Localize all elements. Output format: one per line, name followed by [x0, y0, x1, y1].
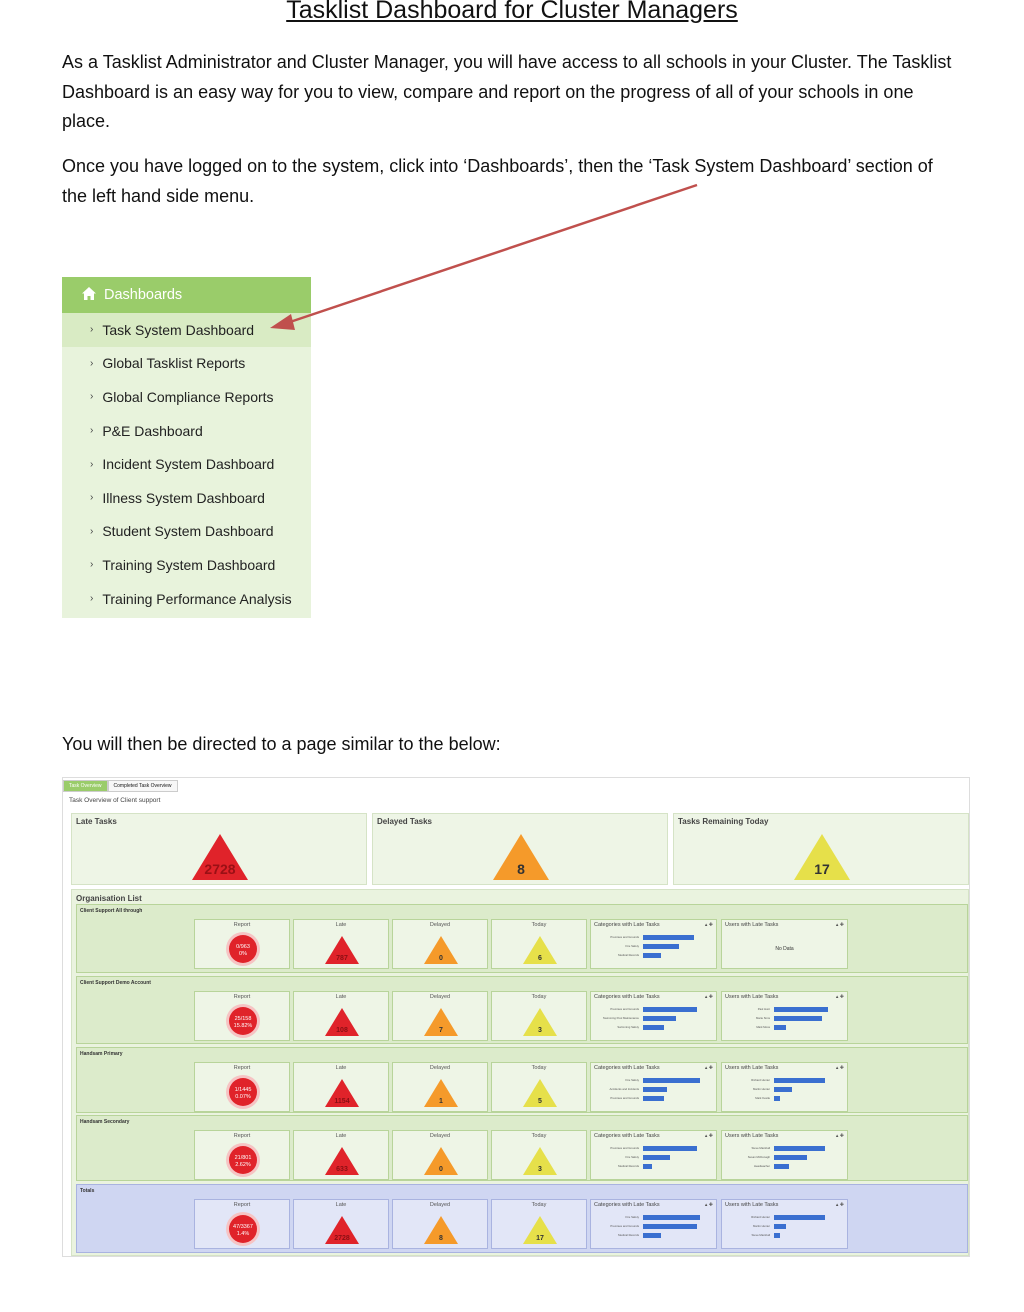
panel-controls-icon[interactable]: ▴ ✚ [835, 1133, 844, 1139]
panel-controls-icon[interactable]: ▴ ✚ [704, 1133, 713, 1139]
report-circle-icon [225, 1003, 261, 1039]
bar [643, 944, 679, 949]
tasks-remaining-card [673, 813, 969, 885]
panel-label: Late [335, 994, 347, 1000]
menu-item-label: Global Tasklist Reports [102, 355, 246, 372]
triangle-panel [392, 991, 488, 1041]
bar-label: Medical Records [618, 953, 639, 957]
bar-label: Headteacher [753, 1164, 770, 1168]
report-percent: 2.62% [235, 1162, 251, 1168]
menu-item-label: Training Performance Analysis [102, 590, 292, 607]
tab-completed-task-overview[interactable]: Completed Task Overview [108, 780, 178, 792]
triangle-value: 7 [439, 1027, 443, 1034]
triangle-icon [522, 1215, 558, 1245]
delayed-tasks-card [372, 813, 668, 885]
triangle-value: 1154 [334, 1098, 350, 1105]
triangle-value: 787 [336, 955, 348, 962]
panel-title: Categories with Late Tasks [594, 1133, 660, 1139]
org-name: Handsam Secondary [80, 1119, 130, 1125]
bar-label: Premises and Grounds [610, 1007, 639, 1011]
triangle-panel [491, 991, 587, 1041]
bar [774, 1224, 786, 1229]
triangle-panel [293, 1199, 389, 1249]
triangle-panel [491, 1062, 587, 1112]
tab-task-overview[interactable]: Task Overview [63, 780, 108, 792]
report-panel [194, 991, 290, 1041]
bar [643, 935, 694, 940]
organisation-list-title: Organisation List [76, 894, 142, 903]
triangle-value: 8 [439, 1235, 443, 1242]
bar [643, 1215, 700, 1220]
bar-label: Richard Hunter [751, 1078, 770, 1082]
panel-label: Report [233, 994, 251, 1000]
report-panel [194, 1199, 290, 1249]
panel-label: Delayed [429, 994, 451, 1000]
triangle-panel [392, 1130, 488, 1180]
panel-controls-icon[interactable]: ▴ ✚ [704, 1202, 713, 1208]
bar-chart-panel [590, 1199, 717, 1249]
panel-title: Users with Late Tasks [725, 922, 779, 928]
bar-label: Steve Marshall [751, 1233, 770, 1237]
panel-controls-icon[interactable]: ▴ ✚ [704, 994, 713, 1000]
menu-item-label: Training System Dashboard [102, 556, 276, 573]
chevron-right-icon: › [90, 324, 94, 336]
menu-item-training-performance-analysis[interactable] [62, 582, 311, 616]
chevron-right-icon: › [90, 357, 94, 369]
panel-label: Report [233, 1065, 251, 1071]
org-name: Client Support All through [80, 908, 143, 914]
bar [774, 1078, 825, 1083]
bar [643, 1096, 664, 1101]
instruction-paragraph: Once you have logged on to the system, click into ‘Dashboards’, then the ‘Task System Dashboard’ section of the left hand side menu. [62, 156, 933, 206]
bar [774, 1146, 825, 1151]
delayed-tasks-triangle [491, 832, 551, 882]
bar-label: Medical Records [618, 1164, 639, 1168]
bar-chart-panel [721, 991, 848, 1041]
intro-paragraph: As a Tasklist Administrator and Cluster Manager, you will have access to all schools in your Cluster. The Tasklist Dashboard is an easy way for you to view, compare and report on the progress of all of your schools in one place. [62, 52, 952, 131]
triangle-value: 17 [536, 1235, 544, 1242]
menu-item-incident-system-dashboard[interactable] [62, 447, 311, 481]
triangle-value: 633 [336, 1166, 348, 1173]
triangle-icon [324, 1215, 360, 1245]
menu-item-label: Illness System Dashboard [102, 489, 265, 506]
bar [643, 1224, 697, 1229]
report-panel [194, 919, 290, 969]
org-row [76, 1184, 968, 1253]
bar-label: Fire Safety [625, 1078, 639, 1082]
bar [643, 1078, 700, 1083]
bar-label: Mark Moss [756, 1025, 770, 1029]
panel-controls-icon[interactable]: ▴ ✚ [704, 922, 713, 928]
bar-label: Steve Marshall [751, 1146, 770, 1150]
bar [774, 1016, 822, 1021]
panel-label: Delayed [429, 1202, 451, 1208]
triangle-panel [293, 1062, 389, 1112]
bar-label: Susan McDonagh [747, 1155, 770, 1159]
bar-label: Mark Kestle [755, 1096, 770, 1100]
card-title: Tasks Remaining Today [678, 817, 769, 826]
report-circle-icon [225, 1211, 261, 1247]
bar-label: Premises and Grounds [610, 1224, 639, 1228]
report-fraction: 21/801 [234, 1155, 252, 1161]
triangle-panel [293, 991, 389, 1041]
triangle-panel [392, 1199, 488, 1249]
dashboard-screenshot [62, 777, 970, 1257]
triangle-panel [491, 1130, 587, 1180]
panel-label: Late [335, 1065, 347, 1071]
chevron-right-icon: › [90, 425, 94, 437]
triangle-icon [324, 935, 360, 965]
card-title: Delayed Tasks [377, 817, 432, 826]
menu-item-training-system-dashboard[interactable] [62, 548, 311, 582]
report-fraction: 47/3367 [233, 1224, 253, 1230]
panel-title: Users with Late Tasks [725, 1065, 779, 1071]
menu-item-label: P&E Dashboard [102, 422, 203, 439]
panel-label: Today [531, 1065, 547, 1071]
panel-title: Users with Late Tasks [725, 1202, 779, 1208]
panel-label: Delayed [429, 1065, 451, 1071]
triangle-panel [293, 1130, 389, 1180]
panel-label: Today [531, 922, 547, 928]
late-tasks-value: 2728 [204, 861, 236, 877]
panel-label: Report [233, 1133, 251, 1139]
menu-item-p-e-dashboard[interactable] [62, 414, 311, 448]
report-circle-icon [225, 1074, 261, 1110]
org-row [76, 1115, 968, 1181]
tasks-remaining-triangle [792, 832, 852, 882]
card-title: Late Tasks [76, 817, 117, 826]
bar-label: Fire Safety [625, 1155, 639, 1159]
triangle-panel [491, 919, 587, 969]
panel-label: Today [531, 1133, 547, 1139]
panel-controls-icon[interactable]: ▴ ✚ [704, 1065, 713, 1071]
triangle-icon [324, 1007, 360, 1037]
triangle-icon [423, 1215, 459, 1245]
bar-label: Premises and Grounds [610, 1146, 639, 1150]
triangle-value: 1 [439, 1098, 443, 1105]
bar-label: Martin Hunter [753, 1087, 770, 1091]
bar [774, 1155, 807, 1160]
report-fraction: 25/158 [234, 1016, 252, 1022]
chevron-right-icon: › [90, 391, 94, 403]
triangle-value: 108 [336, 1027, 348, 1034]
triangle-icon [324, 1078, 360, 1108]
menu-item-label: Global Compliance Reports [102, 388, 274, 405]
organisation-list [71, 889, 969, 1256]
panel-label: Today [531, 994, 547, 1000]
tasks-remaining-value: 17 [814, 861, 830, 877]
bar [774, 1215, 825, 1220]
triangle-panel [491, 1199, 587, 1249]
panel-label: Delayed [429, 1133, 451, 1139]
bar-chart-panel [721, 919, 848, 969]
panel-title: Categories with Late Tasks [594, 922, 660, 928]
document-title: Tasklist Dashboard for Cluster Managers [286, 0, 738, 24]
triangle-icon [522, 935, 558, 965]
bar [643, 953, 661, 958]
bar-label: Marie Sims [756, 1016, 770, 1020]
bar-label: Fire Safety [625, 944, 639, 948]
chevron-right-icon: › [90, 525, 94, 537]
triangle-value: 0 [439, 1166, 443, 1173]
org-name: Totals [80, 1188, 95, 1194]
menu-item-label: Task System Dashboard [102, 321, 255, 338]
triangle-icon [423, 935, 459, 965]
panel-controls-icon[interactable]: ▴ ✚ [835, 994, 844, 1000]
triangle-value: 5 [538, 1098, 542, 1105]
triangle-icon [423, 1007, 459, 1037]
late-tasks-triangle [190, 832, 250, 882]
delayed-tasks-value: 8 [517, 861, 525, 877]
panel-label: Late [335, 1133, 347, 1139]
chevron-right-icon: › [90, 593, 94, 605]
bar-label: Swimming Safety [617, 1025, 639, 1029]
org-name: Handsam Primary [80, 1051, 123, 1057]
bar-label: Richard Hunter [751, 1215, 770, 1219]
panel-title: Categories with Late Tasks [594, 1065, 660, 1071]
panel-controls-icon[interactable]: ▴ ✚ [835, 922, 844, 928]
bar [774, 1096, 780, 1101]
panel-title: Users with Late Tasks [725, 1133, 779, 1139]
bar [774, 1025, 786, 1030]
bar [774, 1087, 792, 1092]
report-percent: 0% [239, 951, 247, 957]
panel-label: Delayed [429, 922, 451, 928]
triangle-panel [293, 919, 389, 969]
bar-chart-panel [590, 919, 717, 969]
bar [774, 1233, 780, 1238]
no-data-text: No Data [775, 946, 794, 952]
panel-label: Report [233, 922, 251, 928]
org-name: Client Support Demo Account [80, 980, 151, 986]
bar [643, 1146, 697, 1151]
panel-label: Late [335, 922, 347, 928]
menu-item-student-system-dashboard[interactable] [62, 515, 311, 549]
panel-label: Report [233, 1202, 251, 1208]
pointer-arrow [0, 0, 1024, 403]
overview-label: Task Overview of Client support [69, 797, 161, 804]
bar-label: Accidents and Incidents [609, 1087, 639, 1091]
triangle-value: 3 [538, 1166, 542, 1173]
triangle-value: 6 [538, 955, 542, 962]
menu-item-illness-system-dashboard[interactable] [62, 481, 311, 515]
report-panel [194, 1062, 290, 1112]
menu-item-label: Student System Dashboard [102, 523, 274, 540]
bar [643, 1087, 667, 1092]
triangle-icon [423, 1146, 459, 1176]
bar-label: Premises and Grounds [610, 935, 639, 939]
triangle-icon [522, 1007, 558, 1037]
dashboard-tabs [63, 780, 178, 792]
bar [774, 1007, 828, 1012]
bar [643, 1155, 670, 1160]
report-percent: 0.07% [235, 1094, 251, 1100]
triangle-panel [392, 919, 488, 969]
bar [643, 1016, 676, 1021]
panel-title: Users with Late Tasks [725, 994, 779, 1000]
panel-controls-icon[interactable]: ▴ ✚ [835, 1202, 844, 1208]
bar-label: Premises and Grounds [610, 1096, 639, 1100]
bar [643, 1025, 664, 1030]
triangle-icon [423, 1078, 459, 1108]
triangle-panel [392, 1062, 488, 1112]
bar-label: Fire Safety [625, 1215, 639, 1219]
report-circle-icon [225, 1142, 261, 1178]
bar-chart-panel [590, 991, 717, 1041]
bar-label: Swimming Pool Maintenance [602, 1016, 639, 1020]
bar-chart-panel [721, 1062, 848, 1112]
bar [643, 1164, 652, 1169]
bar [774, 1164, 789, 1169]
triangle-value: 0 [439, 955, 443, 962]
bar-chart-panel [721, 1199, 848, 1249]
bar-chart-panel [721, 1130, 848, 1180]
triangle-icon [522, 1078, 558, 1108]
result-paragraph: You will then be directed to a page similar to the below: [62, 734, 501, 754]
menu-header-label: Dashboards [104, 287, 183, 303]
menu-item-label: Incident System Dashboard [102, 456, 275, 473]
bar [643, 1233, 661, 1238]
bar [643, 1007, 697, 1012]
panel-label: Today [531, 1202, 547, 1208]
org-row [76, 904, 968, 973]
chevron-right-icon: › [90, 458, 94, 470]
panel-label: Late [335, 1202, 347, 1208]
bar-label: Martin Hunter [753, 1224, 770, 1228]
report-panel [194, 1130, 290, 1180]
triangle-value: 2728 [334, 1235, 350, 1242]
bar-label: Medical Records [618, 1233, 639, 1237]
report-fraction: 0/963 [236, 944, 250, 950]
bar-label: Paul Hunt [757, 1007, 770, 1011]
report-circle-icon [225, 931, 261, 967]
panel-controls-icon[interactable]: ▴ ✚ [835, 1065, 844, 1071]
panel-title: Categories with Late Tasks [594, 994, 660, 1000]
triangle-icon [522, 1146, 558, 1176]
report-fraction: 1/1445 [234, 1087, 252, 1093]
late-tasks-card [71, 813, 367, 885]
report-percent: 15.82% [233, 1023, 253, 1029]
bar-chart-panel [590, 1130, 717, 1180]
report-percent: 1.4% [236, 1231, 250, 1237]
chevron-right-icon: › [90, 492, 94, 504]
triangle-value: 3 [538, 1027, 542, 1034]
chevron-right-icon: › [90, 559, 94, 571]
org-row [76, 1047, 968, 1113]
bar-chart-panel [590, 1062, 717, 1112]
org-row [76, 976, 968, 1044]
triangle-icon [324, 1146, 360, 1176]
panel-title: Categories with Late Tasks [594, 1202, 660, 1208]
